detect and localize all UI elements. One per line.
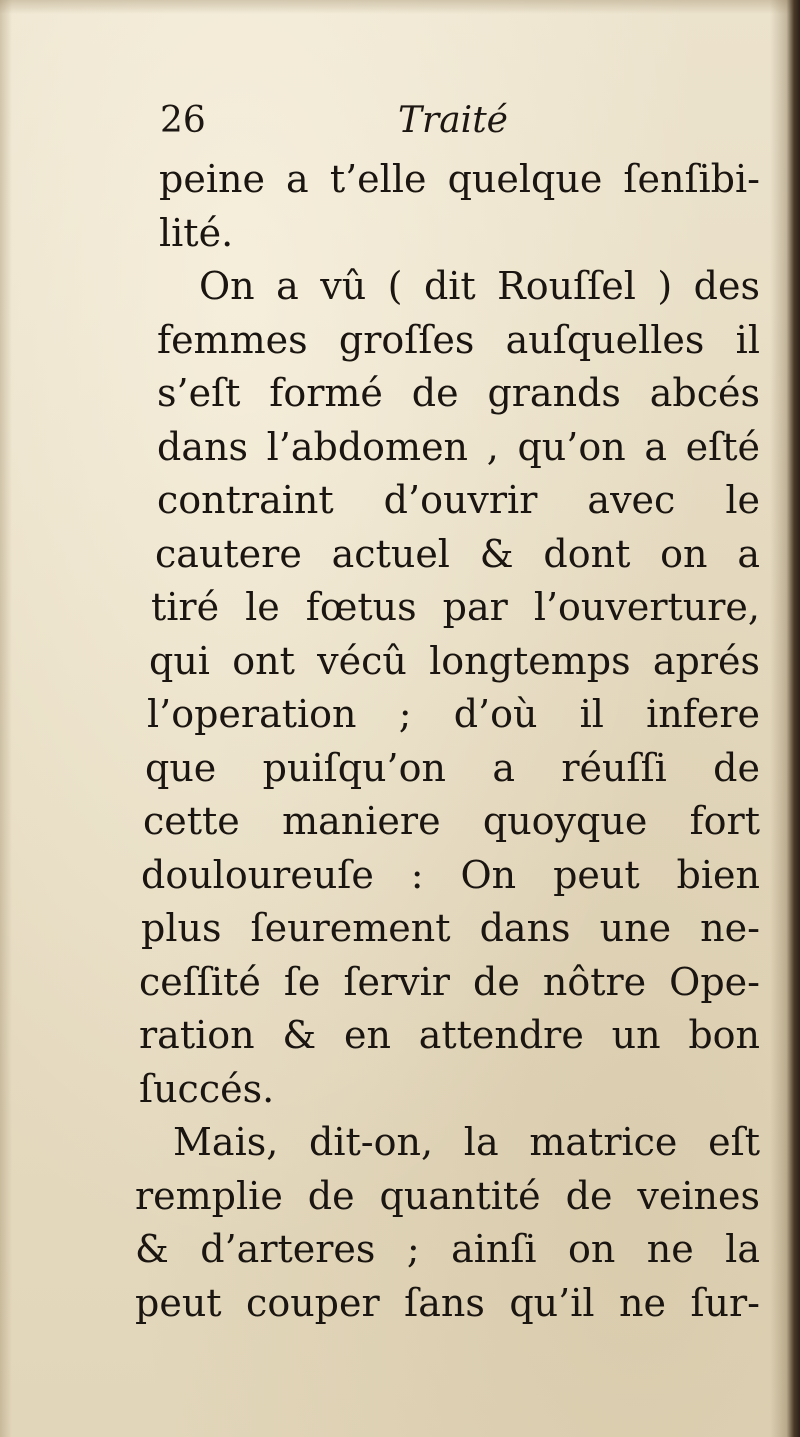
text-line: cautere actuel & dont on a xyxy=(155,531,760,576)
page-number: 26 xyxy=(160,100,206,141)
text-line: peut couper ſans qu’il ne ſur- xyxy=(135,1280,760,1325)
page-binding-edge xyxy=(770,0,800,1437)
text-line: remplie de quantité de veines xyxy=(135,1173,760,1218)
text-line: ſuccés. xyxy=(139,1066,275,1111)
text-line: Mais, dit-on, la matrice eſt xyxy=(173,1120,760,1164)
text-line: tiré le fœtus par l’ouverture, xyxy=(151,585,760,629)
text-line: qui ont vécû longtemps aprés xyxy=(149,638,760,683)
text-line: l’operation ; d’où il infere xyxy=(147,692,760,736)
text-line: peine a t’elle quelque ſenſibi- xyxy=(159,157,760,201)
text-line: dans l’abdomen , qu’on a eſté xyxy=(157,424,760,469)
running-title: Traité xyxy=(398,100,508,141)
text-line: femmes groſſes auſquelles il xyxy=(157,317,760,362)
text-line: cette maniere quoyque fort xyxy=(143,799,760,843)
body-text xyxy=(135,153,760,1330)
text-line: douloureuſe : On peut bien xyxy=(141,852,760,897)
text-line: On a vû ( dit Rouſſel ) des xyxy=(199,264,760,308)
text-line: contraint d’ouvrir avec le xyxy=(157,478,760,522)
text-line: que puiſqu’on a réuſſi de xyxy=(145,745,760,790)
page-top-shadow xyxy=(0,0,800,14)
text-line: & d’arteres ; ainſi on ne la xyxy=(135,1227,760,1271)
text-line: ceſſité ſe ſervir de nôtre Ope- xyxy=(139,959,760,1004)
page-left-shadow xyxy=(0,0,12,1437)
text-line: plus ſeurement dans une ne- xyxy=(141,906,760,950)
text-line: s’eſt formé de grands abcés xyxy=(157,371,760,415)
text-line: ration & en attendre un bon xyxy=(139,1013,760,1057)
text-line: lité. xyxy=(159,210,234,255)
page-header xyxy=(160,100,740,148)
